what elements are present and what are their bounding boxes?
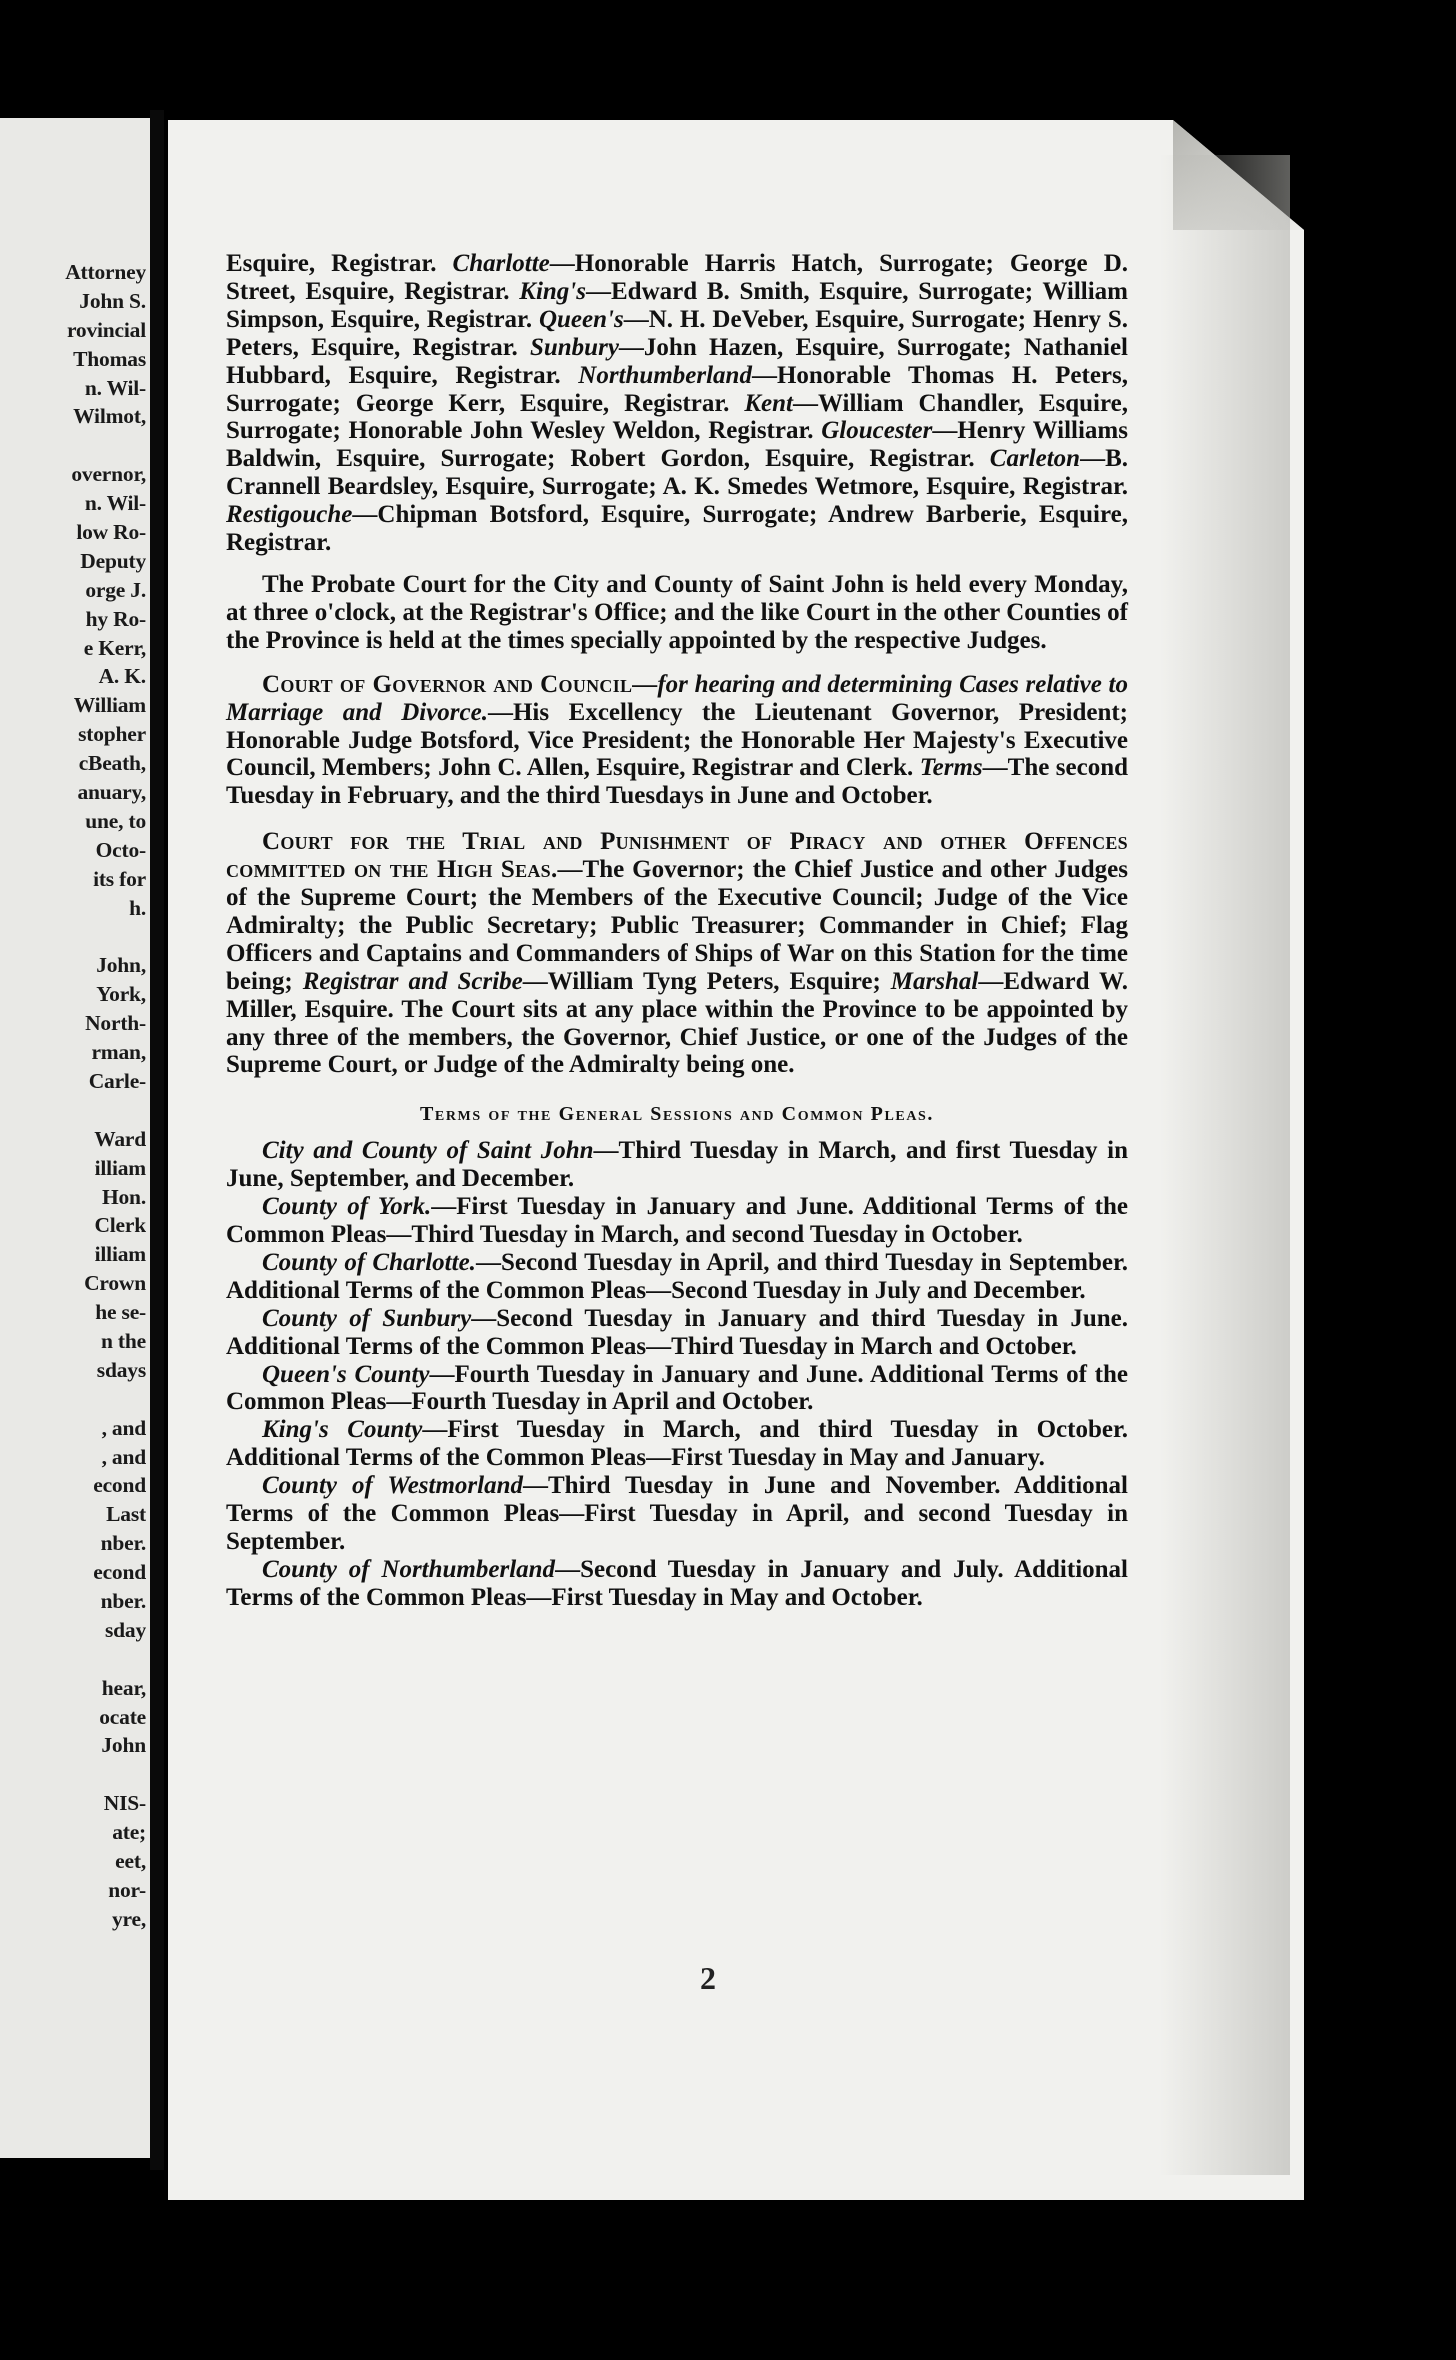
sessions-entry-text: —Third Tuesday in March, and first Tuesday in June, September, and December.	[226, 1137, 1128, 1193]
text-run: —Edward W. Miller, Esquire. The Court sits at any place within the Province to be appointed by any three of the members, the Governor, Chief Justice, or one of the Judges of the Supreme Court, or Judge of the Admiralty being one.	[226, 967, 1128, 1079]
county-name-gloucester: Gloucester	[821, 417, 933, 445]
sessions-entry-text: —Second Tuesday in April, and third Tuesday in September. Additional Terms of the Common Pleas—Second Tuesday in July and December.	[226, 1248, 1129, 1304]
left-page-line: York,	[96, 982, 146, 1007]
text-run: —Honorable Thomas H. Peters, Surrogate; George Kerr, Esquire, Registrar.	[226, 361, 1128, 417]
sessions-entry	[226, 1137, 1128, 1193]
left-page-line: Octo-	[95, 837, 146, 862]
left-page-line: Ward	[94, 1126, 146, 1151]
left-page-line	[0, 431, 146, 460]
left-page-line: rman,	[91, 1040, 146, 1065]
county-name: King's County	[262, 1416, 423, 1444]
left-page-line: its for	[93, 866, 146, 891]
text-run: —Henry Williams Baldwin, Esquire, Surrogate; Robert Gordon, Esquire, Registrar.	[226, 417, 1128, 473]
left-page-line: low Ro-	[76, 520, 146, 545]
text-run: —Honorable Harris Hatch, Surrogate; George D. Street, Esquire, Registrar.	[226, 250, 1128, 305]
page-gutter	[150, 110, 164, 2170]
left-page-line: ate;	[112, 1820, 146, 1845]
left-page-line: une, to	[85, 808, 146, 833]
sessions-entry	[226, 1472, 1128, 1556]
left-page-line	[0, 922, 146, 951]
sessions-entry	[226, 1416, 1128, 1472]
sessions-entry-text: —Second Tuesday in January and July. Additional Terms of the Common Pleas—First Tuesday in May and October.	[226, 1555, 1128, 1611]
county-name-restigouche: Restigouche	[226, 501, 353, 529]
county-name: County of Northumberland	[262, 1555, 556, 1583]
court-subtitle: —for hearing and determining Cases relative to Marriage and Divorce.	[226, 670, 1128, 726]
left-page-line: anuary,	[77, 780, 146, 805]
sessions-entry-text: —Second Tuesday in January and third Tuesday in June. Additional Terms of the Common Pleas—Third Tuesday in March and October.	[226, 1304, 1129, 1360]
left-page-line: econd	[93, 1473, 146, 1498]
sessions-entry	[226, 1249, 1128, 1305]
text-run: —William Tyng Peters, Esquire;	[522, 967, 891, 995]
left-page-line: Carle-	[88, 1068, 146, 1093]
text-run: —Edward B. Smith, Esquire, Surrogate; William Simpson, Esquire, Registrar.	[226, 277, 1128, 333]
court-heading: Court for the Trial and Punishment of Piracy and other Offences committed on the High Seas.	[226, 828, 1128, 884]
text-run: —N. H. DeVeber, Esquire, Surrogate; Henry S. Peters, Esquire, Registrar.	[226, 305, 1128, 361]
left-page-line: econd	[93, 1560, 146, 1585]
left-page-line: eet,	[115, 1848, 146, 1873]
section-heading-sessions: Terms of the General Sessions and Common Pleas.	[419, 1103, 935, 1126]
left-page-line	[0, 1760, 146, 1789]
paragraph-piracy-court	[226, 828, 1128, 1079]
text-run: —John Hazen, Esquire, Surrogate; Nathaniel Hubbard, Esquire, Registrar.	[226, 333, 1129, 389]
county-name: County of Westmorland	[262, 1472, 523, 1500]
county-name-northumberland: Northumberland	[578, 361, 752, 389]
left-page-line: nber.	[100, 1588, 146, 1613]
left-page-line: Hon.	[101, 1184, 146, 1209]
county-name: County of Charlotte.	[262, 1248, 476, 1276]
sessions-list	[226, 1137, 1128, 1611]
left-page-line: nor-	[108, 1877, 146, 1902]
left-page-line: n. Wil-	[84, 491, 146, 516]
text-run: —Chipman Botsford, Esquire, Surrogate; Andrew Barberie, Esquire, Registrar.	[226, 501, 1128, 557]
left-page-line: NIS-	[103, 1791, 146, 1816]
left-page-line: Wilmot,	[73, 404, 146, 429]
left-facing-page	[0, 118, 152, 2158]
sessions-entry	[226, 1305, 1128, 1361]
left-page-line	[0, 1096, 146, 1125]
left-page-line	[0, 1385, 146, 1414]
county-name: City and County of Saint John	[262, 1137, 594, 1165]
paragraph-governor-council	[226, 671, 1128, 811]
left-page-line: stopher	[78, 722, 146, 747]
text-run: —The Governor; the Chief Justice and other Judges of the Supreme Court; the Members of the Executive Council; Judge of the Vice Admiralty; the Public Secretary; Public Treasurer; Commander in Chief; Flag Officers and Captains and Commanders of Ships of War on this Station for the time being;	[226, 856, 1128, 995]
left-page-line: hy Ro-	[85, 606, 146, 631]
left-page-line: William	[73, 693, 146, 718]
page-text-body	[226, 250, 1128, 1612]
left-page-line: A. K.	[98, 664, 146, 689]
sessions-entry-text: —First Tuesday in March, and third Tuesday in October. Additional Terms of the Common Pleas—First Tuesday in May and January.	[226, 1416, 1128, 1472]
left-page-line: illiam	[94, 1155, 146, 1180]
court-heading: Court of Governor and Council	[262, 670, 633, 698]
left-page-text-fragments	[0, 258, 146, 1934]
left-page-line: overnor,	[71, 462, 146, 487]
text-run: —His Excellency the Lieutenant Governor, President; Honorable Judge Botsford, Vice President; the Honorable Her Majesty's Executive Council, Members; John C. Allen, Esquire, Registrar and Clerk.	[226, 698, 1128, 782]
county-name: County of York.	[262, 1193, 432, 1221]
left-page-line: John	[101, 1733, 146, 1758]
left-page-line: orge J.	[85, 577, 146, 602]
sessions-entry-text: —Third Tuesday in June and November. Additional Terms of the Common Pleas—First Tuesday in April, and second Tuesday in September.	[226, 1472, 1128, 1555]
left-page-line: , and	[101, 1444, 146, 1469]
page-number: 2	[700, 1960, 716, 1996]
left-page-line: e Kerr,	[83, 635, 146, 660]
left-page-line: Attorney	[65, 260, 146, 284]
left-page-line: h.	[129, 895, 146, 920]
county-name-kings: King's	[519, 277, 586, 305]
left-page-line: cBeath,	[78, 751, 146, 776]
left-page-line: Clerk	[94, 1213, 146, 1238]
left-page-line: Last	[106, 1502, 146, 1527]
left-page-line: hear,	[101, 1675, 146, 1700]
left-page-line	[0, 1645, 146, 1674]
left-page-line: John,	[96, 953, 146, 978]
left-page-line: n. Wil-	[84, 375, 146, 400]
text-run: —The second Tuesday in February, and the third Tuesdays in June and October.	[226, 754, 1128, 810]
sessions-entry	[226, 1193, 1128, 1249]
sessions-entry-text: —First Tuesday in January and June. Additional Terms of the Common Pleas—Third Tuesday in March, and second Tuesday in October.	[226, 1193, 1128, 1248]
paragraph-surrogates-registrars	[226, 250, 1128, 557]
left-page-line: John S.	[79, 288, 146, 313]
left-page-line: Crown	[84, 1271, 146, 1296]
left-page-line: North-	[85, 1011, 146, 1036]
county-name-carleton: Carleton	[989, 445, 1081, 473]
county-name: Queen's County	[262, 1360, 430, 1388]
marshal-label: Marshal	[890, 967, 979, 995]
county-name-queens: Queen's	[538, 305, 624, 333]
registrar-label: Registrar and Scribe	[302, 967, 523, 995]
sessions-entry-text: —Fourth Tuesday in January and June. Additional Terms of the Common Pleas—Fourth Tuesday in April and October.	[226, 1360, 1128, 1416]
paragraph-probate-court: The Probate Court for the City and County of Saint John is held every Monday, at three o'clock, at the Registrar's Office; and the like Court in the other Counties of the Province is held at the times specially appointed by the respective Judges.	[226, 570, 1128, 654]
left-page-line: he se-	[95, 1300, 146, 1325]
left-page-line: Thomas	[73, 346, 146, 371]
left-page-line: illiam	[94, 1242, 146, 1267]
left-page-line: yre,	[111, 1906, 146, 1931]
county-name: County of Sunbury	[262, 1304, 472, 1332]
left-page-line: nber.	[100, 1531, 146, 1556]
sessions-entry	[226, 1361, 1128, 1417]
terms-label: Terms	[919, 754, 983, 782]
left-page-line: ocate	[99, 1704, 146, 1729]
sessions-entry	[226, 1556, 1128, 1612]
text-run: —B. Crannell Beardsley, Esquire, Surrogate; A. K. Smedes Wetmore, Esquire, Registrar.	[226, 445, 1128, 501]
text-run: Esquire, Registrar.	[226, 250, 453, 277]
left-page-line: rovincial	[66, 317, 146, 342]
text-run: —William Chandler, Esquire, Surrogate; Honorable John Wesley Weldon, Registrar.	[226, 389, 1128, 445]
left-page-line: sdays	[96, 1357, 146, 1382]
left-page-line: Deputy	[80, 548, 146, 573]
left-page-line: n the	[101, 1328, 146, 1353]
left-page-line: , and	[101, 1415, 146, 1440]
county-name-sunbury: Sunbury	[529, 333, 619, 361]
left-page-line: sday	[104, 1617, 146, 1642]
county-name-kent: Kent	[744, 389, 793, 417]
county-name-charlotte: Charlotte	[452, 250, 550, 277]
